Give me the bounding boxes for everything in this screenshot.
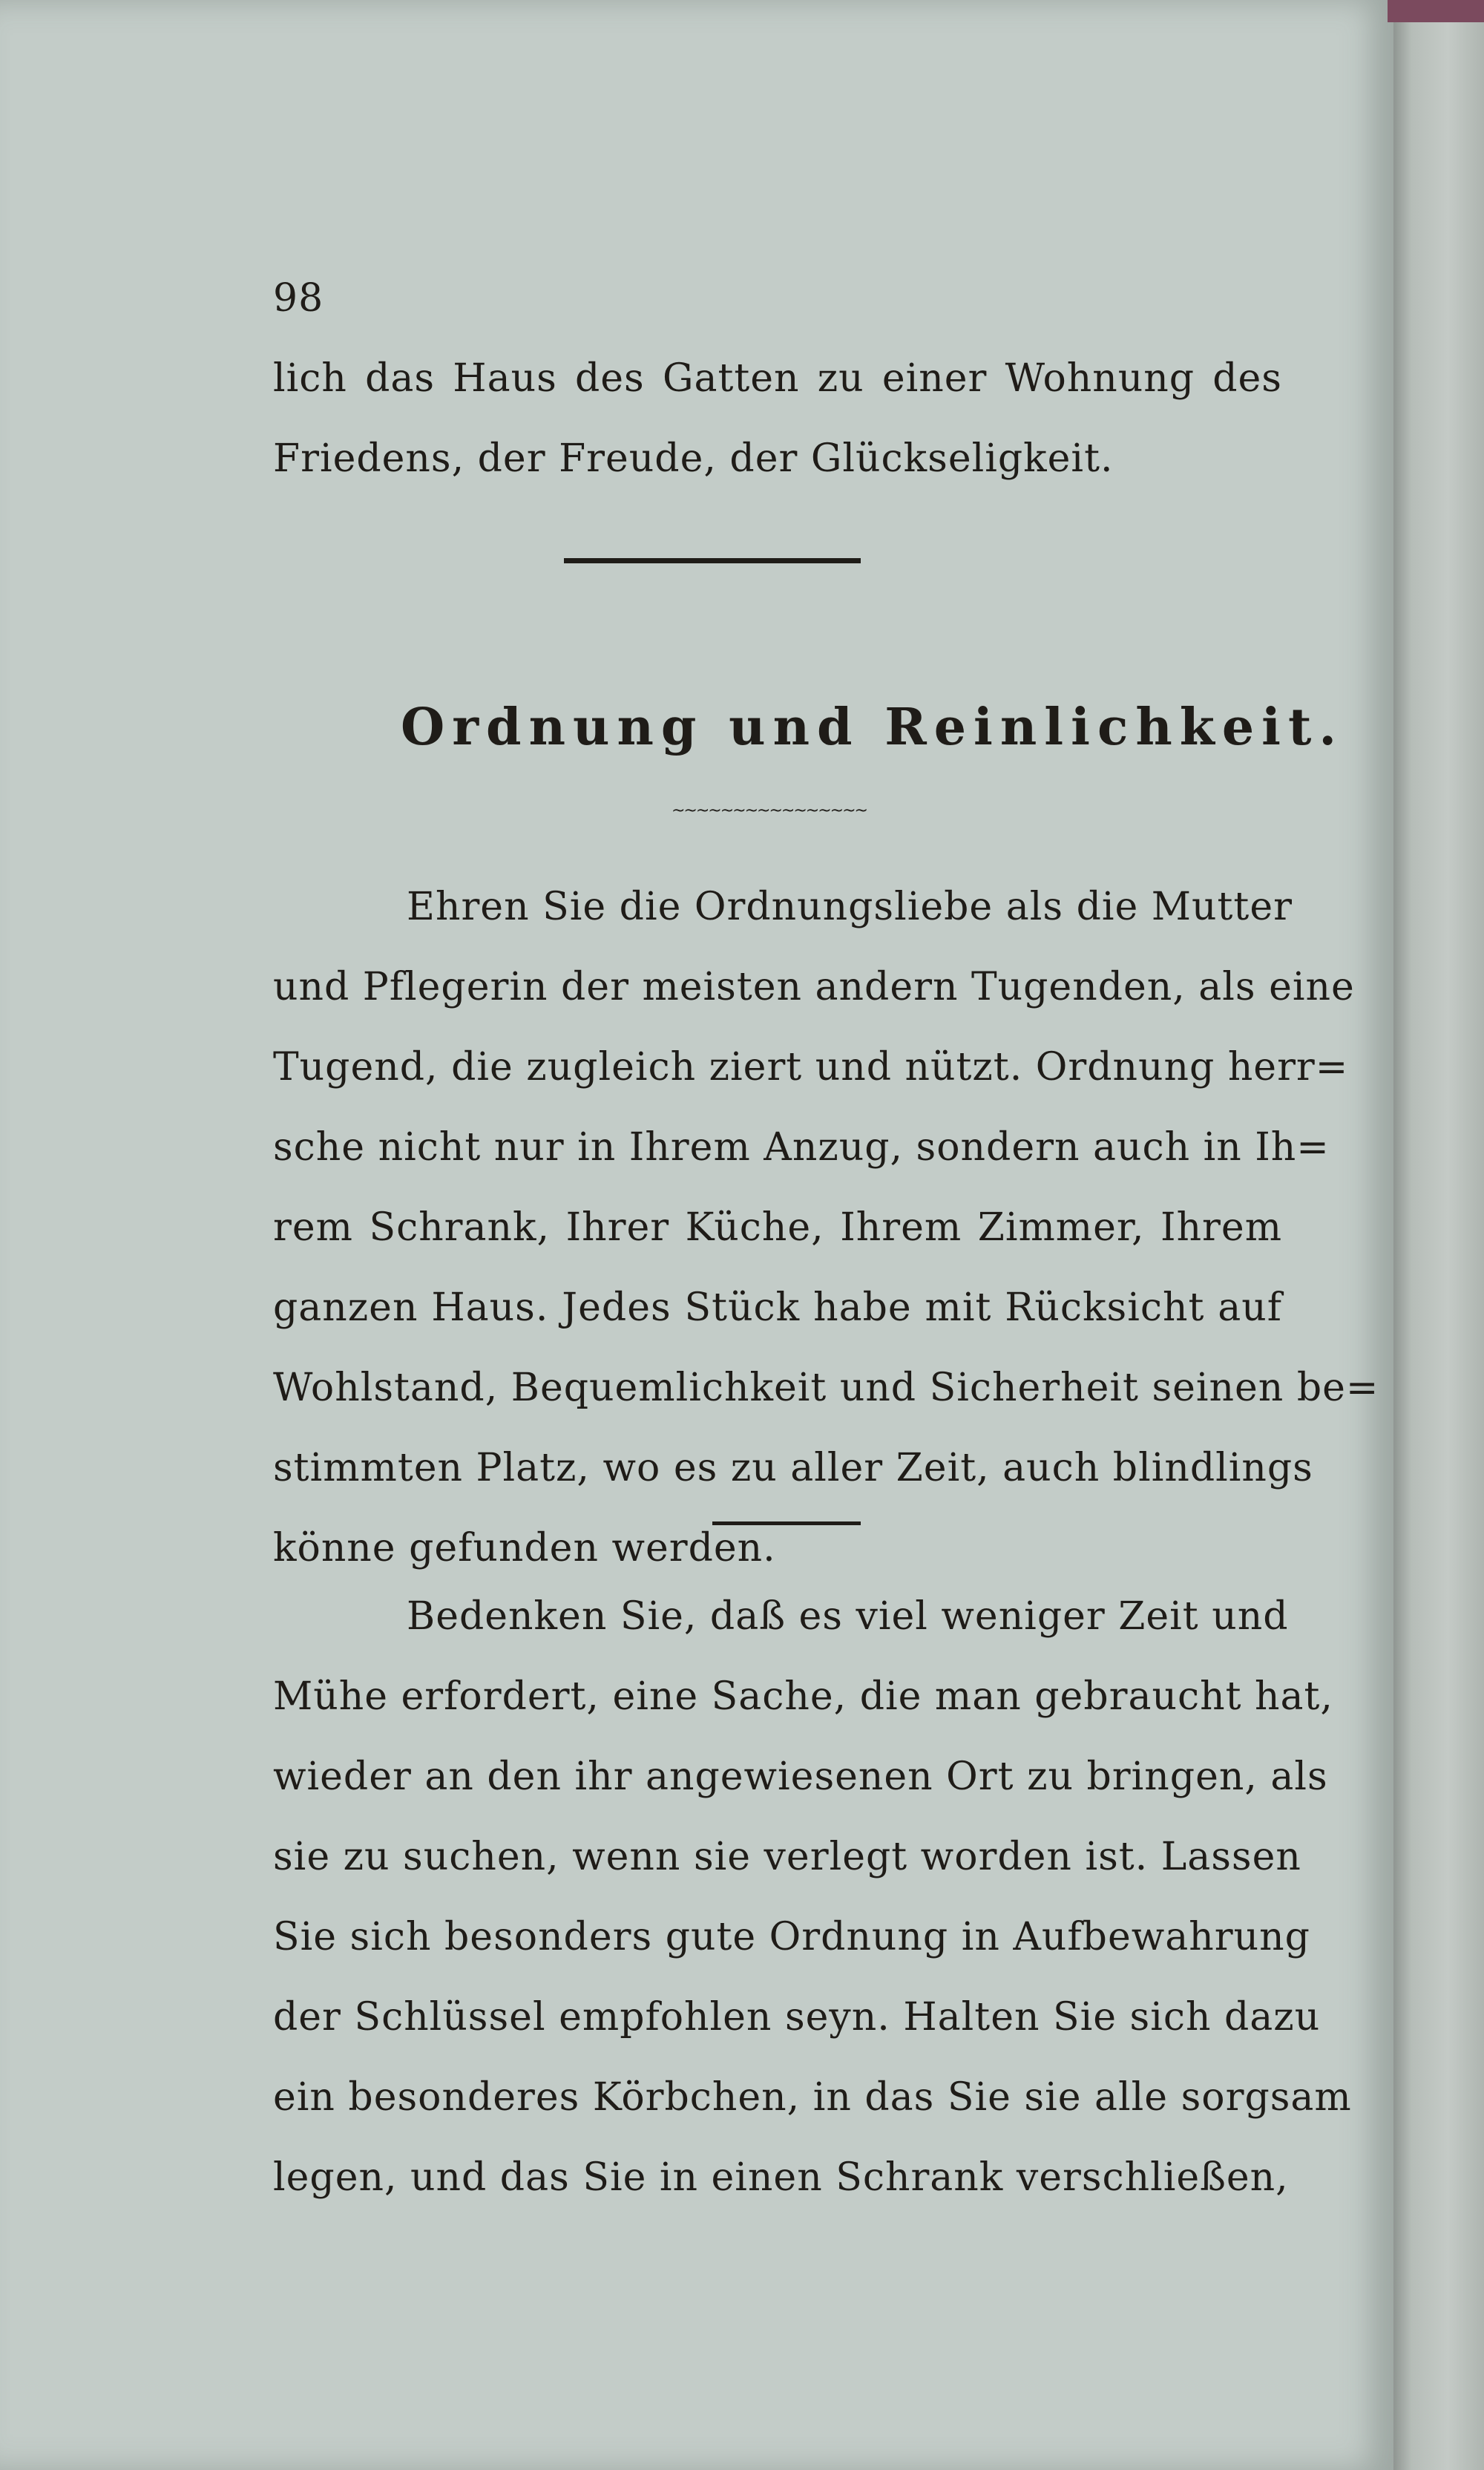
carryover-line-1: lich das Haus des Gatten zu einer Wohnung des: [273, 356, 1282, 401]
paragraph-2-line-1: Bedenken Sie, daß es viel weniger Zeit und: [407, 1594, 1289, 1639]
carryover-line-2: Friedens, der Freude, der Glückseligkeit.: [273, 436, 1114, 481]
paragraph-2-line-5: Sie sich besonders gute Ordnung in Aufbewahrung: [273, 1915, 1310, 1959]
adjacent-page-edge: [1393, 0, 1484, 2470]
paragraph-1-line-2: und Pflegerin der meisten andern Tugenden, als eine: [273, 965, 1355, 1009]
paragraph-1-line-8: stimmten Platz, wo es zu aller Zeit, auch blindlings: [273, 1446, 1313, 1490]
paragraph-divider: [712, 1521, 861, 1525]
binding-corner: [1388, 0, 1484, 22]
paragraph-2-line-2: Mühe erfordert, eine Sache, die man gebraucht hat,: [273, 1674, 1333, 1719]
page-number: 98: [273, 276, 324, 321]
paragraph-2-line-7: ein besonderes Körbchen, in das Sie sie alle sorgsam: [273, 2075, 1352, 2120]
paragraph-2-line-3: wieder an den ihr angewiesenen Ort zu bringen, als: [273, 1755, 1328, 1799]
paragraph-1-line-4: sche nicht nur in Ihrem Anzug, sondern auch in Ih=: [273, 1125, 1330, 1170]
paragraph-1-line-7: Wohlstand, Bequemlichkeit und Sicherheit seinen be=: [273, 1366, 1379, 1410]
paragraph-2-line-4: sie zu suchen, wenn sie verlegt worden ist. Lassen: [273, 1835, 1301, 1879]
paragraph-1-line-5: rem Schrank, Ihrer Küche, Ihrem Zimmer, Ihrem: [273, 1205, 1282, 1250]
paragraph-1-line-6: ganzen Haus. Jedes Stück habe mit Rücksicht auf: [273, 1285, 1282, 1330]
paragraph-1-line-9: könne gefunden werden.: [273, 1526, 776, 1570]
paragraph-1-line-3: Tugend, die zugleich ziert und nützt. Ordnung herr=: [273, 1045, 1349, 1090]
section-title: Ordnung und Reinlichkeit.: [401, 698, 1345, 757]
paragraph-1-line-1: Ehren Sie die Ordnungsliebe als die Mutter: [407, 885, 1293, 929]
title-ornament: ~~~~~~~~~~~~~~~~: [672, 802, 867, 820]
section-divider-thick: [564, 558, 861, 563]
paragraph-2-line-8: legen, und das Sie in einen Schrank verschließen,: [273, 2155, 1289, 2200]
paragraph-2-line-6: der Schlüssel empfohlen seyn. Halten Sie sich dazu: [273, 1995, 1321, 2040]
